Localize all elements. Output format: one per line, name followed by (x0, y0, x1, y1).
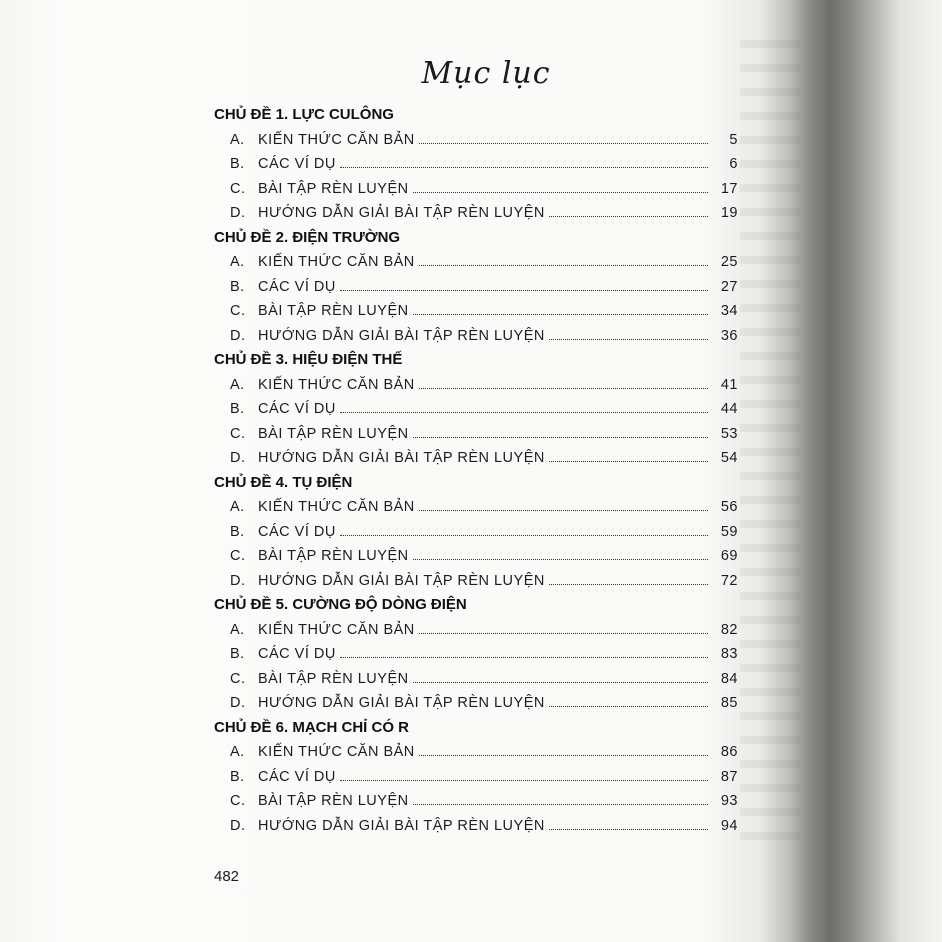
dot-leader (340, 412, 708, 413)
toc-entry (214, 177, 738, 202)
entry-page-number: 41 (720, 376, 738, 393)
entry-letter: B. (230, 523, 245, 540)
toc-entry (214, 373, 738, 398)
toc-entry (214, 544, 738, 569)
toc-entry (214, 740, 738, 765)
entry-letter: B. (230, 278, 245, 295)
entry-letter: B. (230, 401, 245, 417)
chapter-heading: CHỦ ĐỀ 6. MẠCH CHỈ CÓ R (214, 718, 410, 736)
entry-page-number: 53 (720, 425, 738, 442)
dot-leader (549, 216, 708, 217)
entry-letter: C. (230, 670, 246, 687)
entry-letter: C. (230, 425, 246, 442)
entry-page-number: 54 (720, 450, 738, 466)
dot-leader (419, 755, 708, 756)
dot-leader (549, 829, 708, 830)
dot-leader (413, 192, 708, 193)
entry-title: CÁC VÍ DỤ (258, 523, 336, 540)
page-number: 482 (214, 868, 240, 885)
entry-letter: C. (230, 548, 246, 564)
entry-letter: D. (230, 327, 246, 344)
toc-entry (214, 618, 738, 643)
entry-page-number: 59 (720, 523, 738, 540)
entry-page-number: 85 (720, 695, 738, 711)
entry-title: HƯỚNG DẪN GIẢI BÀI TẬP RÈN LUYỆN (258, 327, 545, 344)
toc-entry (214, 324, 738, 349)
dot-leader (340, 290, 708, 291)
toc-entry (214, 569, 738, 594)
dot-leader (340, 535, 708, 536)
entry-page-number: 82 (720, 621, 738, 638)
dot-leader (413, 314, 708, 315)
toc-entry (214, 201, 738, 226)
entry-page-number: 6 (729, 156, 738, 172)
toc-entry (214, 520, 738, 545)
toc-entry (214, 152, 738, 177)
entry-letter: B. (230, 768, 245, 785)
entry-page-number: 44 (720, 401, 738, 417)
entry-page-number: 83 (720, 646, 738, 662)
entry-page-number: 86 (720, 744, 738, 760)
entry-title: HƯỚNG DẪN GIẢI BÀI TẬP RÈN LUYỆN (258, 817, 545, 834)
entry-title: BÀI TẬP RÈN LUYỆN (258, 425, 409, 442)
bleed-through-shadow (740, 40, 800, 840)
dot-leader (340, 780, 708, 781)
entry-page-number: 19 (720, 205, 738, 221)
entry-title: KIẾN THỨC CĂN BẢN (258, 621, 415, 638)
toc-entry (214, 814, 738, 839)
entry-letter: B. (230, 646, 245, 662)
entry-letter: D. (230, 695, 246, 711)
dot-leader (549, 461, 708, 462)
entry-letter: A. (230, 254, 245, 270)
entry-title: HƯỚNG DẪN GIẢI BÀI TẬP RÈN LUYỆN (258, 205, 545, 221)
entry-page-number: 84 (720, 670, 738, 687)
entry-page-number: 87 (720, 768, 738, 785)
entry-title: KIẾN THỨC CĂN BẢN (258, 499, 415, 515)
entry-page-number: 25 (720, 254, 738, 270)
entry-letter: A. (230, 499, 245, 515)
entry-title: CÁC VÍ DỤ (258, 646, 336, 662)
entry-page-number: 34 (720, 303, 738, 319)
entry-letter: D. (230, 450, 246, 466)
entry-title: KIẾN THỨC CĂN BẢN (258, 131, 415, 148)
chapter-heading: CHỦ ĐỀ 1. LỰC CULÔNG (214, 106, 394, 123)
entry-title: HƯỚNG DẪN GIẢI BÀI TẬP RÈN LUYỆN (258, 572, 545, 589)
entry-letter: D. (230, 817, 246, 834)
chapter-heading: CHỦ ĐỀ 4. TỤ ĐIỆN (214, 473, 353, 491)
entry-title: BÀI TẬP RÈN LUYỆN (258, 548, 409, 564)
dot-leader (413, 559, 708, 560)
toc-entry (214, 446, 738, 471)
dot-leader (549, 584, 708, 585)
entry-title: CÁC VÍ DỤ (258, 156, 336, 172)
dot-leader (340, 167, 708, 168)
entry-letter: A. (230, 621, 245, 638)
chapter-heading: CHỦ ĐỀ 5. CƯỜNG ĐỘ DÒNG ĐIỆN (214, 596, 467, 613)
toc-entry (214, 642, 738, 667)
toc-entry (214, 789, 738, 814)
entry-page-number: 56 (720, 499, 738, 515)
table-of-contents (214, 103, 738, 838)
toc-entry (214, 765, 738, 790)
entry-page-number: 93 (720, 793, 738, 809)
entry-title: HƯỚNG DẪN GIẢI BÀI TẬP RÈN LUYỆN (258, 450, 545, 466)
toc-entry (214, 128, 738, 153)
entry-title: CÁC VÍ DỤ (258, 401, 336, 417)
entry-title: HƯỚNG DẪN GIẢI BÀI TẬP RÈN LUYỆN (258, 695, 545, 711)
toc-entry (214, 299, 738, 324)
entry-letter: A. (230, 376, 245, 393)
dot-leader (419, 633, 708, 634)
toc-entry (214, 422, 738, 447)
entry-page-number: 69 (720, 548, 738, 564)
entry-title: KIẾN THỨC CĂN BẢN (258, 254, 415, 270)
dot-leader (413, 804, 708, 805)
dot-leader (413, 437, 708, 438)
entry-title: CÁC VÍ DỤ (258, 278, 336, 295)
dot-leader (419, 265, 708, 266)
chapter-heading: CHỦ ĐỀ 3. HIỆU ĐIỆN THẾ (214, 351, 403, 368)
entry-title: KIẾN THỨC CĂN BẢN (258, 744, 415, 760)
entry-title: BÀI TẬP RÈN LUYỆN (258, 180, 409, 197)
entry-letter: A. (230, 131, 245, 148)
entry-page-number: 36 (720, 327, 738, 344)
entry-title: KIẾN THỨC CĂN BẢN (258, 376, 415, 393)
entry-page-number: 27 (720, 278, 738, 295)
entry-letter: D. (230, 205, 246, 221)
dot-leader (340, 657, 708, 658)
entry-title: BÀI TẬP RÈN LUYỆN (258, 793, 409, 809)
entry-page-number: 94 (720, 817, 738, 834)
dot-leader (549, 706, 708, 707)
entry-page-number: 17 (720, 180, 738, 197)
dot-leader (419, 510, 708, 511)
dot-leader (549, 339, 708, 340)
toc-entry (214, 250, 738, 275)
toc-entry (214, 667, 738, 692)
toc-entry (214, 691, 738, 716)
toc-entry (214, 275, 738, 300)
entry-letter: C. (230, 180, 246, 197)
entry-letter: C. (230, 793, 246, 809)
toc-entry (214, 495, 738, 520)
entry-title: BÀI TẬP RÈN LUYỆN (258, 303, 409, 319)
entry-title: BÀI TẬP RÈN LUYỆN (258, 670, 409, 687)
dot-leader (419, 388, 708, 389)
entry-page-number: 5 (729, 131, 738, 148)
toc-entry (214, 397, 738, 422)
entry-letter: C. (230, 303, 246, 319)
entry-title: CÁC VÍ DỤ (258, 768, 336, 785)
chapter-heading: CHỦ ĐỀ 2. ĐIỆN TRƯỜNG (214, 228, 401, 246)
dot-leader (413, 682, 708, 683)
entry-letter: A. (230, 744, 245, 760)
entry-page-number: 72 (720, 572, 738, 589)
page-title: Mục lục (421, 56, 551, 91)
entry-letter: D. (230, 572, 246, 589)
dot-leader (419, 143, 708, 144)
entry-letter: B. (230, 156, 245, 172)
